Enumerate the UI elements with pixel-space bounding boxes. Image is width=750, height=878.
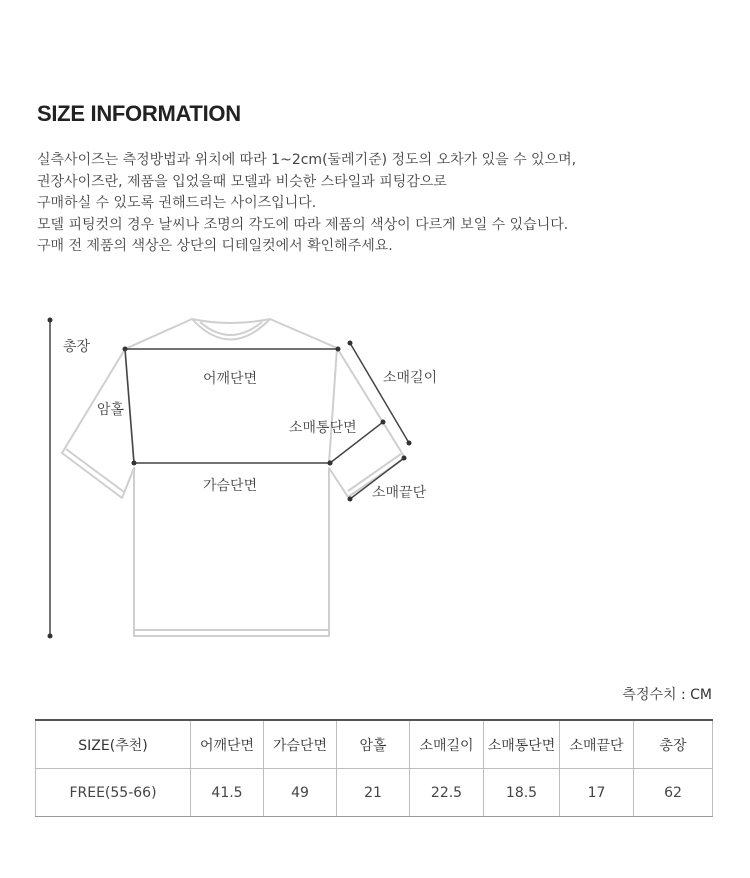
cell-shoulder: 41.5 (191, 769, 264, 817)
cell-sleeve-hem: 17 (560, 769, 634, 817)
unit-note: 측정수치 : CM (622, 687, 712, 703)
header-sleeve-length: 소매길이 (410, 720, 484, 769)
header-armhole: 암홀 (337, 720, 410, 769)
cell-total-length: 62 (634, 769, 713, 817)
header-size: SIZE(추천) (36, 720, 191, 769)
size-table (35, 719, 713, 817)
header-chest: 가슴단면 (264, 720, 337, 769)
label-total-length: 총장 (63, 339, 91, 355)
cell-sleeve-width: 18.5 (484, 769, 560, 817)
header-total-length: 총장 (634, 720, 713, 769)
description-line: 구매하실 수 있도록 권해드리는 사이즈입니다. (37, 195, 317, 211)
shoulder-line (123, 347, 341, 352)
label-armhole: 암홀 (97, 402, 125, 418)
description-line: 모델 피팅컷의 경우 날씨나 조명의 각도에 따라 제품의 색상이 다르게 보일 수 있습니다. (37, 216, 569, 233)
description-line: 구매 전 제품의 색상은 상단의 디테일컷에서 확인해주세요. (37, 238, 393, 254)
header-shoulder: 어깨단면 (191, 720, 264, 769)
table-row (36, 769, 713, 817)
header-sleeve-width: 소매통단면 (484, 720, 560, 769)
chest-line (132, 461, 333, 466)
page-title: SIZE INFORMATION (37, 101, 241, 126)
label-chest: 가슴단면 (203, 478, 258, 494)
cell-chest: 49 (264, 769, 337, 817)
description-line: 권장사이즈란, 제품을 입었을때 모델과 비슷한 스타일과 피팅감으로 (37, 173, 447, 190)
armhole-line (125, 349, 134, 463)
cell-armhole: 21 (337, 769, 410, 817)
cell-sleeve-length: 22.5 (410, 769, 484, 817)
cell-size: FREE(55-66) (36, 769, 191, 817)
label-sleeve-width: 소매통단면 (289, 420, 357, 436)
header-sleeve-hem: 소매끝단 (560, 720, 634, 769)
label-shoulder: 어깨단면 (203, 371, 258, 387)
description-line: 실측사이즈는 측정방법과 위치에 따라 1~2cm(둘레기준) 정도의 오차가 있을 수 있으며, (37, 152, 577, 168)
total-length-line (48, 318, 53, 639)
sleeve-length-line (348, 341, 412, 446)
label-sleeve-hem: 소매끝단 (372, 485, 427, 501)
label-sleeve-length: 소매길이 (383, 370, 438, 386)
table-header-row (36, 720, 713, 769)
